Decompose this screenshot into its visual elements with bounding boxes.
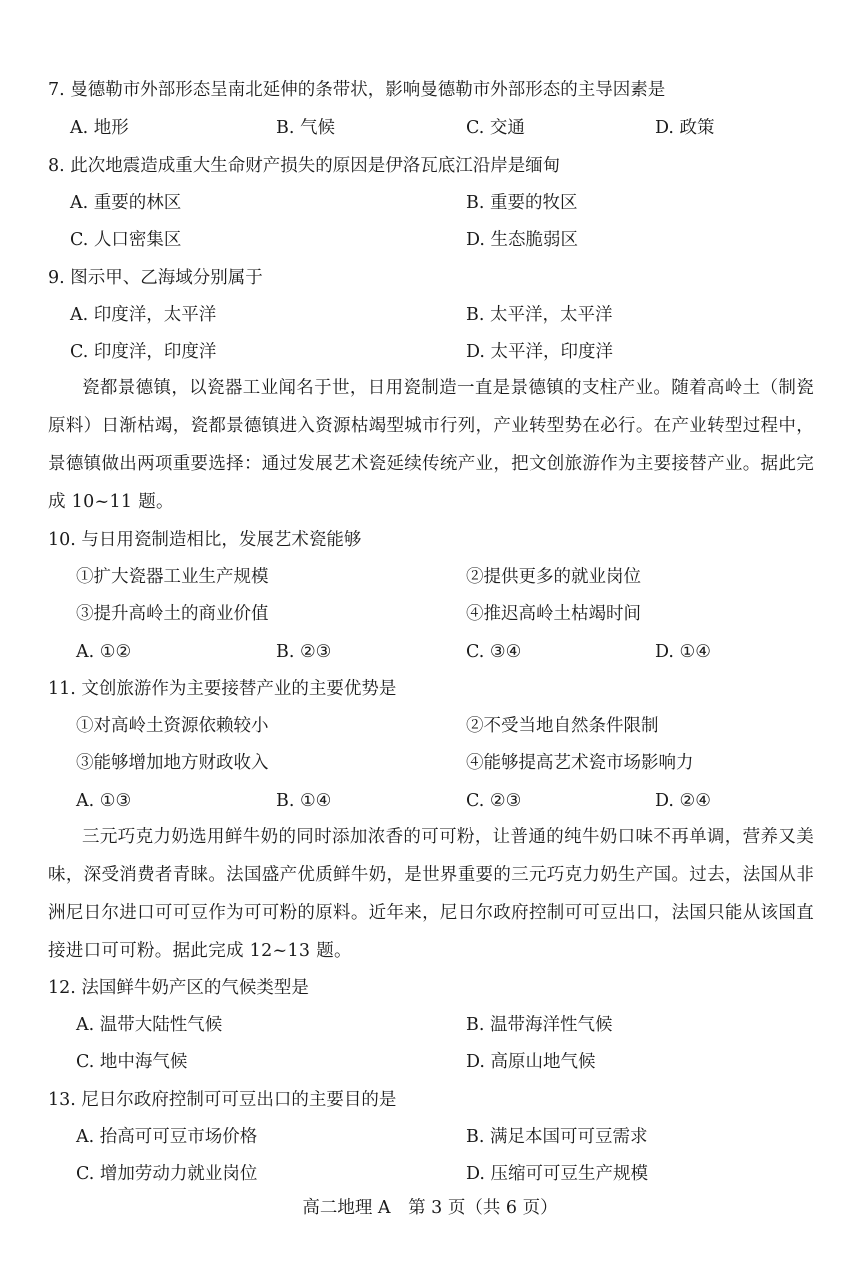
passage-chocolate-milk-text: 三元巧克力奶选用鲜牛奶的同时添加浓香的可可粉，让普通的纯牛奶口味不再单调，营养又美味，深受消费者青睐。法国盛产优质鲜牛奶，是世界重要的三元巧克力奶生产国。过去，法国从非洲尼日尔进口可可豆作为可可粉的原料。近年来，尼日尔政府控制可可豆出口，法国只能从该国直接进口可可粉。据此完成 12~13 题。 [48,827,814,961]
page-footer: 高二地理 A 第 3 页（共 6 页） [302,1198,558,1218]
q11-option-b: B. ①④ [276,791,332,811]
q11-item-1: ①对高岭土资源依赖较小 [76,716,269,736]
q10-option-d: D. ①④ [655,642,711,662]
q10-item-1: ①扩大瓷器工业生产规模 [76,567,269,587]
q10-item-3: ③提升高岭土的商业价值 [76,604,269,624]
passage-jingdezhen-text: 瓷都景德镇，以瓷器工业闻名于世，日用瓷制造一直是景德镇的支柱产业。随着高岭土（制瓷原料）日渐枯竭，瓷都景德镇进入资源枯竭型城市行列，产业转型势在必行。在产业转型过程中，景德镇做出两项重要选择：通过发展艺术瓷延续传统产业，把文创旅游作为主要接替产业。据此完成 10~11 题。 [48,378,814,512]
q11-item-3: ③能够增加地方财政收入 [76,753,269,773]
q9-option-b: B. 太平洋，太平洋 [466,305,613,325]
passage-chocolate-milk [48,818,814,970]
q8-option-c: C. 人口密集区 [70,230,182,250]
q11-option-d: D. ②④ [655,791,711,811]
q7-option-a: A. 地形 [70,118,129,138]
q12-option-c: C. 地中海气候 [76,1052,188,1072]
q12-option-a: A. 温带大陆性气候 [76,1015,223,1035]
q8-option-a: A. 重要的林区 [70,193,182,213]
question-7-stem: 7. 曼德勒市外部形态呈南北延伸的条带状，影响曼德勒市外部形态的主导因素是 [48,80,666,100]
q8-option-d: D. 生态脆弱区 [466,230,579,250]
q10-item-4: ④推迟高岭土枯竭时间 [466,604,641,624]
q13-option-d: D. 压缩可可豆生产规模 [466,1164,649,1184]
q10-option-a: A. ①② [76,642,132,662]
q11-option-a: A. ①③ [76,791,132,811]
q11-item-2: ②不受当地自然条件限制 [466,716,659,736]
q8-option-b: B. 重要的牧区 [466,193,578,213]
q7-option-d: D. 政策 [655,118,715,138]
q7-option-b: B. 气候 [276,118,335,138]
question-10-stem: 10. 与日用瓷制造相比，发展艺术瓷能够 [48,530,362,550]
question-9-stem: 9. 图示甲、乙海域分别属于 [48,268,263,288]
q13-option-a: A. 抬高可可豆市场价格 [76,1127,258,1147]
question-8-stem: 8. 此次地震造成重大生命财产损失的原因是伊洛瓦底江沿岸是缅甸 [48,156,561,176]
q10-option-c: C. ③④ [466,642,522,662]
q9-option-c: C. 印度洋，印度洋 [70,342,217,362]
q12-option-b: B. 温带海洋性气候 [466,1015,613,1035]
q7-option-c: C. 交通 [466,118,525,138]
question-13-stem: 13. 尼日尔政府控制可可豆出口的主要目的是 [48,1090,397,1110]
q12-option-d: D. 高原山地气候 [466,1052,596,1072]
q9-option-d: D. 太平洋，印度洋 [466,342,614,362]
q10-item-2: ②提供更多的就业岗位 [466,567,641,587]
q9-option-a: A. 印度洋，太平洋 [70,305,217,325]
q13-option-c: C. 增加劳动力就业岗位 [76,1164,258,1184]
question-12-stem: 12. 法国鲜牛奶产区的气候类型是 [48,978,309,998]
q11-item-4: ④能够提高艺术瓷市场影响力 [466,753,694,773]
q10-option-b: B. ②③ [276,642,332,662]
question-11-stem: 11. 文创旅游作为主要接替产业的主要优势是 [48,679,397,699]
q11-option-c: C. ②③ [466,791,522,811]
q13-option-b: B. 满足本国可可豆需求 [466,1127,648,1147]
passage-jingdezhen [48,369,814,521]
